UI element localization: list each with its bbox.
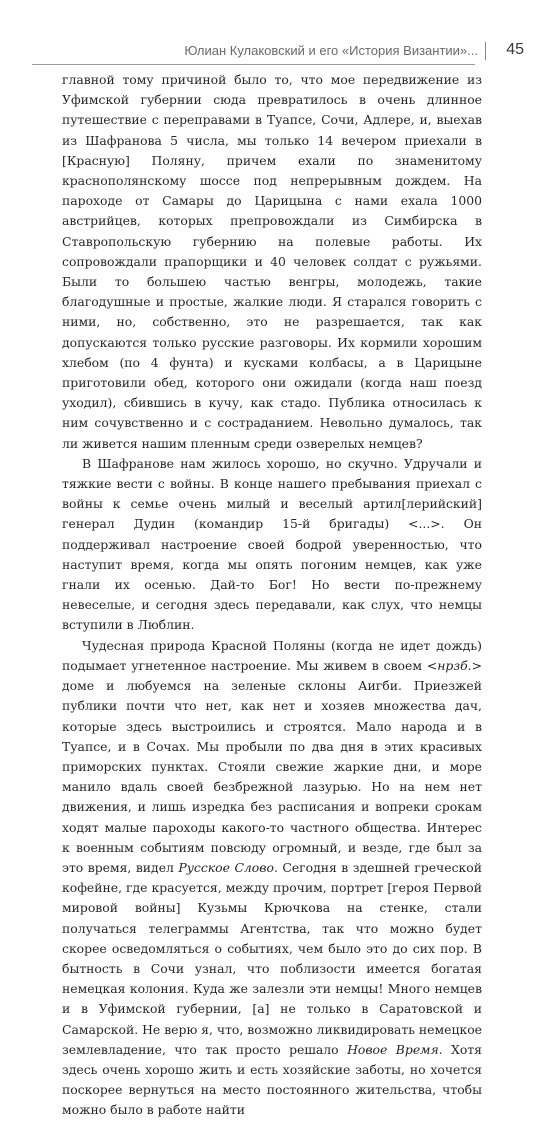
paragraph-3 — [62, 636, 482, 1121]
header-divider — [485, 42, 486, 60]
page-header — [0, 42, 540, 62]
paragraph-2-segment-1: В Шафранове нам жилось хорошо, но скучно. Удручали и тяжкие вести с войны. В конце нашего пребывания приехал с войны к семье очень милый и веселый артил[лерийский] генерал Дудин (командир 15-й бригады) <...>. Он поддерживал настроение своей бодрой уверенностью, что наступит время, когда мы опять погоним немцев, как уже гнали их осенью. Дай-то Бог! Но вести по-прежнему невеселые, и сегодня здесь передавали, как слух, что немцы вступили в Люблин. — [62, 455, 482, 633]
paragraph-2 — [62, 454, 482, 636]
paragraph-3-segment-1: Чудесная природа Красной Поляны (когда не идет дождь) подымает угнетенное настроение. Мы живем в своем < — [62, 637, 482, 673]
paragraph-3-segment-7: . Хотя здесь очень хорошо жить и есть хозяйские заботы, но хочется поскорее вернуться на место постоянного жительства, чтобы можно было в работе найти — [62, 1041, 482, 1118]
newspaper-title-novoe-vremya: Новое Время — [347, 1041, 439, 1057]
paragraph-1 — [62, 70, 482, 454]
paragraph-3-segment-3: > доме и любуемся на зеленые склоны Аигби. Приезжей публики почти что нет, как нет и хозяев множества дач, которые здесь выстроились и строятся. Мало народа и в Туапсе, и в Сочах. Мы пробыли по два дня в этих красивых приморских пунктах. Стояли свежие жаркие дни, и море манило вдаль своей безбрежной лазурью. Но на нем нет движения, и лишь изредка без расписания и вопреки срокам ходят малые пароходы какого-то частного общества. Интерес к военным событиям повсюду огромный, и везде, где был за это время, видел — [62, 657, 482, 875]
paragraph-1-segment-1: главной тому причиной было то, что мое передвижение из Уфимской губернии сюда превратилось в очень длинное путешествие с переправами в Туапсе, Сочи, Адлере, и, выехав из Шафранова 5 числа, мы только 14 вечером приехали в [Красную] Поляну, причем ехали по знаменитому краснополянскому шоссе под непрерывным дождем. На пароходе от Самары до Царицына с нами ехала 1000 австрийцев, которых препровождали из Симбирска в Ставропольскую губернию на полевые работы. Их сопровождали прапорщики и 40 человек солдат с ружьями. Были то большею частью венгры, молодежь, такие благодушные и простые, жалкие люди. Я старался говорить с ними, но, собственно, это не разрешается, так как допускаются только русские разговоры. Их кормили хорошим хлебом (по 4 фунта) и кусками колбасы, а в Царицыне приготовили обед, которого они ожидали (когда наш поезд уходил), сбившись в кучу, как стадо. Публика относилась к ним сочувственно и с состраданием. Невольно думалось, так ли живется нашим пленным среди озверелых немцев? — [62, 72, 482, 451]
running-title: Юлиан Кулаковский и его «История Византии»... — [184, 43, 478, 58]
page-number: 45 — [506, 41, 524, 58]
illegible-note: нрзб. — [437, 657, 472, 673]
paragraph-3-segment-5: . Сегодня в здешней греческой кофейне, где красуется, между прочим, портрет [героя Первой мировой войны] Кузьмы Крючкова на стенке, стали получаться телеграммы Агентства, так что можно будет скорее осведомляться о событиях, чем было это до сих пор. В бытность в Сочи узнал, что поблизости имеется богатая немецкая колония. Куда же залезли эти немцы! Много немцев и в Уфимской губернии, [а] не только в Саратовской и Самарской. Не верю я, что, возможно ликвидировать немецкое землевладение, что так просто решало — [62, 859, 482, 1057]
body-text — [62, 70, 482, 1121]
header-rule — [32, 64, 475, 65]
newspaper-title-russkoe-slovo: Русское Слово — [178, 859, 274, 875]
